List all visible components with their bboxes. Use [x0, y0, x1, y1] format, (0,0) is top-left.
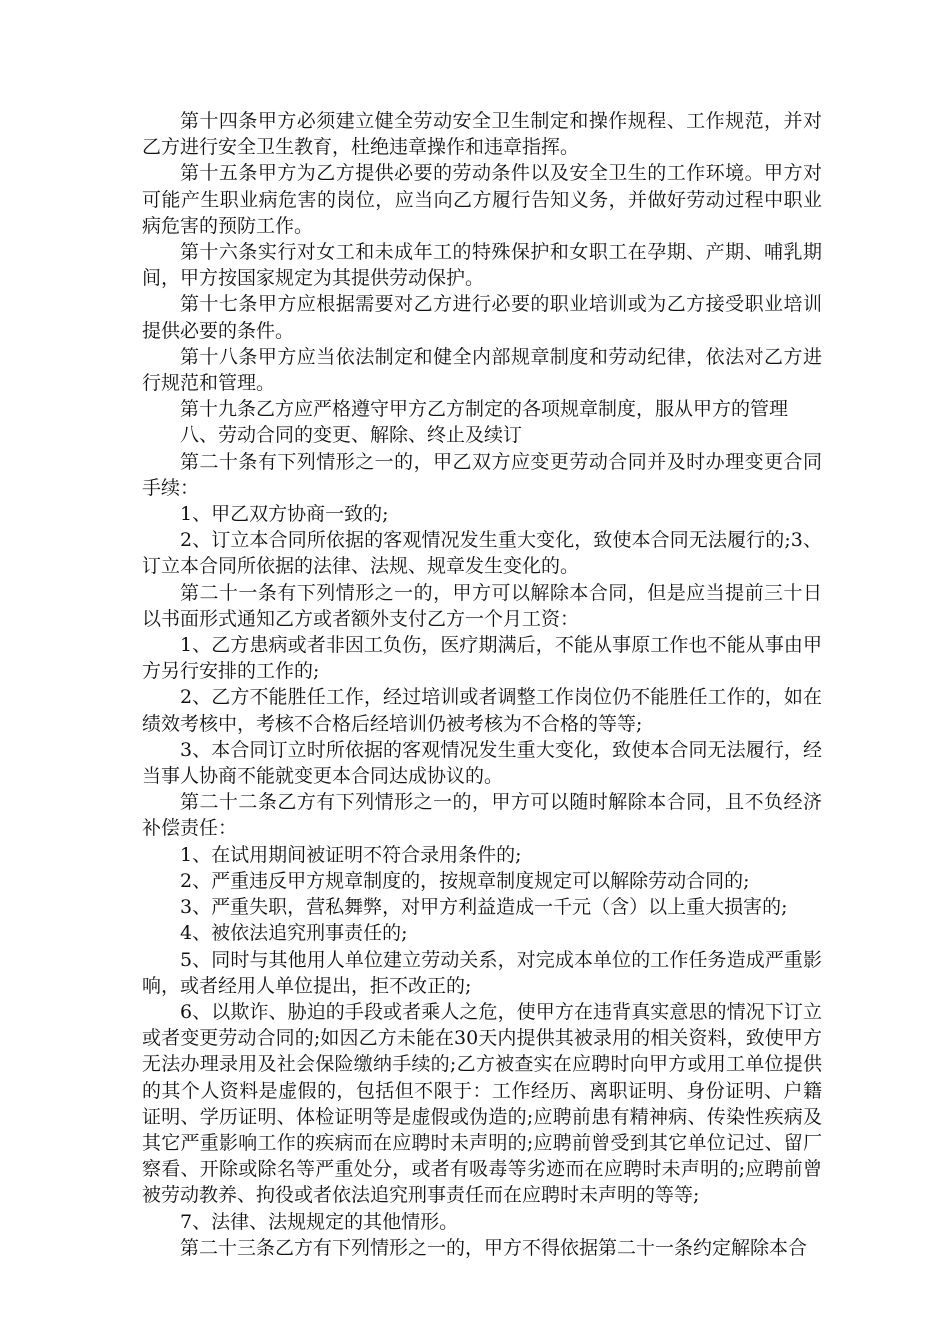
- paragraph-article-23: 第二十三条乙方有下列情形之一的，甲方不得依据第二十一条约定解除本合: [180, 1236, 808, 1259]
- paragraph-article-21: 第二十一条有下列情形之一的，甲方可以解除本合同，但是应当提前三十日以书面形式通知乙方或者额外支付乙方一个月工资：: [142, 581, 822, 630]
- list-item: 3、严重失职，营私舞弊，对甲方利益造成一千元（含）以上重大损害的;: [180, 896, 788, 919]
- section-heading-8: 八、劳动合同的变更、解除、终止及续订: [180, 424, 523, 447]
- list-item: 1、乙方患病或者非因工负伤，医疗期满后，不能从事原工作也不能从事由甲方另行安排的工作的;: [142, 634, 822, 683]
- paragraph-article-14: 第十四条甲方必须建立健全劳动安全卫生制定和操作规程、工作规范，并对乙方进行安全卫生教育，杜绝违章操作和违章指挥。: [142, 110, 822, 159]
- list-item: 5、同时与其他用人单位建立劳动关系，对完成本单位的工作任务造成严重影响，或者经用人单位提出，拒不改正的;: [142, 948, 822, 997]
- list-item: 7、法律、法规规定的其他情形。: [180, 1210, 459, 1233]
- list-item: 2、乙方不能胜任工作，经过培训或者调整工作岗位仍不能胜任工作的，如在绩效考核中，考核不合格后经培训仍被考核为不合格的等等;: [142, 686, 822, 735]
- paragraph-article-18: 第十八条甲方应当依法制定和健全内部规章制度和劳动纪律，依法对乙方进行规范和管理。: [142, 345, 822, 395]
- paragraph-article-20: 第二十条有下列情形之一的，甲乙双方应变更劳动合同并及时办理变更合同手续：: [142, 450, 822, 499]
- paragraph-article-22: 第二十二条乙方有下列情形之一的，甲方可以随时解除本合同，且不负经济补偿责任：: [142, 791, 822, 840]
- list-item: 1、甲乙双方协商一致的;: [180, 503, 389, 526]
- list-item: 3、本合同订立时所依据的客观情况发生重大变化，致使本合同无法履行，经当事人协商不能就变更本合同达成协议的。: [142, 738, 822, 788]
- list-item: 1、在试用期间被证明不符合录用条件的;: [180, 843, 522, 866]
- paragraph-article-17: 第十七条甲方应根据需要对乙方进行必要的职业培训或为乙方接受职业培训提供必要的条件。: [142, 293, 822, 342]
- list-item: 6、以欺诈、胁迫的手段或者乘人之危，使甲方在违背真实意思的情况下订立或者变更劳动合同的;如因乙方未能在30天内提供其被录用的相关资料，致使甲方无法办理录用及社会保险缴纳手续的;乙方被查实在应聘时向甲方或用工单位提供的其个人资料是虚假的，包括但不限于：工作经历、离职证明、身份证明、户籍证明、学历证明、体检证明等是虚假或伪造的;应聘前患有精神病、传染性疾病及其它严重影响工作的疾病而在应聘时未声明的;应聘前曾受到其它单位记过、留厂察看、开除或除名等严重处分，或者有吸毒等劣迹而在应聘时未声明的;应聘前曾被劳动教养、拘役或者依法追究刑事责任而在应聘时未声明的等等;: [142, 1000, 822, 1207]
- list-item: 2、订立本合同所依据的客观情况发生重大变化，致使本合同无法履行的;3、订立本合同所依据的法律、法规、规章发生变化的。: [142, 529, 822, 578]
- paragraph-article-19: 第十九条乙方应严格遵守甲方乙方制定的各项规章制度，服从甲方的管理: [180, 398, 789, 421]
- list-item: 2、严重违反甲方规章制度的，按规章制度规定可以解除劳动合同的;: [180, 869, 750, 892]
- list-item: 4、被依法追究刑事责任的;: [180, 922, 408, 945]
- paragraph-article-15: 第十五条甲方为乙方提供必要的劳动条件以及安全卫生的工作环境。甲方对可能产生职业病危害的岗位，应当向乙方履行告知义务，并做好劳动过程中职业病危害的预防工作。: [142, 162, 822, 237]
- document-body: [142, 108, 822, 1261]
- paragraph-article-16: 第十六条实行对女工和未成年工的特殊保护和女职工在孕期、产期、哺乳期间，甲方按国家规定为其提供劳动保护。: [142, 241, 822, 290]
